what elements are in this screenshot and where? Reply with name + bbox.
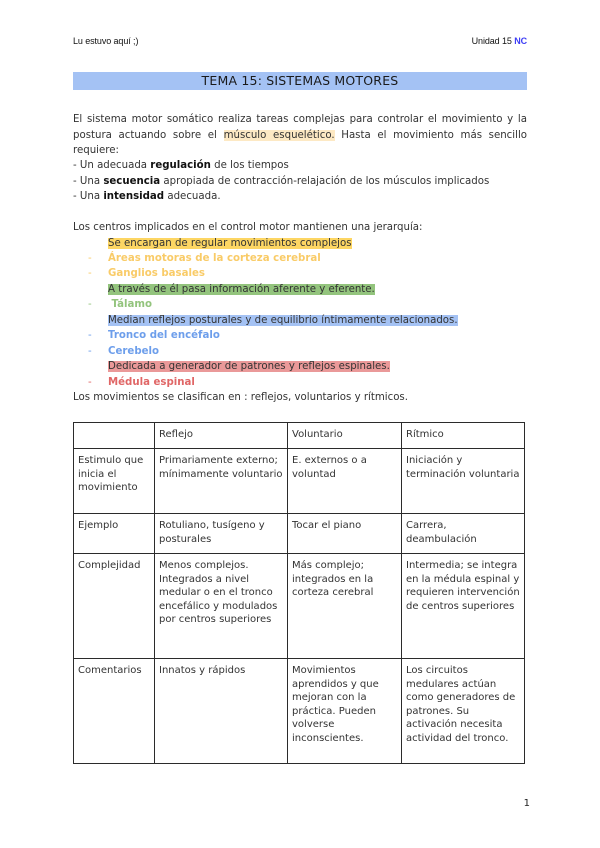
note-spinal (108, 359, 390, 375)
note-brainstem (108, 313, 458, 329)
table-row-label: Estimulo que inicia el movimiento (74, 449, 155, 514)
bullet-dash: - (88, 330, 92, 341)
item-label: Áreas motoras de la corteza cerebral (108, 253, 321, 264)
page-number: 1 (523, 798, 530, 809)
table-cell: Intermedia; se integra en la médula espinal y requieren intervención de centros superiores (402, 554, 525, 659)
table-row (74, 554, 525, 659)
bullet-dash: - (88, 346, 92, 357)
hierarchy-item-cerebellum (88, 344, 159, 360)
table-header-row (74, 423, 525, 449)
table-row (74, 659, 525, 764)
item-label: Ganglios basales (108, 268, 205, 279)
table-cell: Tocar el piano (288, 514, 402, 554)
table-cell: Innatos y rápidos (155, 659, 288, 764)
table-cell: Más complejo; integrados en la corteza cerebral (288, 554, 402, 659)
req-prefix: - Un adecuada (73, 160, 151, 171)
bullet-dash: - (88, 253, 92, 264)
movement-comparison-table (73, 422, 525, 764)
table-header-cell: Voluntario (288, 423, 402, 449)
page-title: TEMA 15: SISTEMAS MOTORES (73, 72, 527, 90)
req-prefix: - Una (73, 191, 104, 202)
item-label: Tronco del encéfalo (108, 330, 220, 341)
item-label: Tálamo (108, 299, 153, 310)
requirement-item (73, 174, 489, 190)
table-cell: Movimientos aprendidos y que mejoran con la práctica. Pueden volverse inconscientes. (288, 659, 402, 764)
item-label: Cerebelo (108, 346, 160, 357)
hierarchy-item-spinal-cord (88, 375, 195, 391)
table-cell: Carrera, deambulación (402, 514, 525, 554)
intro-text-end: Hasta el movimiento más sencillo requiere: (73, 129, 528, 156)
table-header-cell: Reflejo (155, 423, 288, 449)
table-row-label: Complejidad (74, 554, 155, 659)
req-prefix: - Una (73, 176, 104, 187)
table-row-label: Ejemplo (74, 514, 155, 554)
req-bold: intensidad (103, 191, 165, 202)
req-bold: secuencia (103, 176, 161, 187)
table-cell: Menos complejos. Integrados a nivel medular o en el tronco encefálico y modulados por centros superiores (155, 554, 288, 659)
header-left-note: Lu estuvo aquí ;) (73, 36, 139, 46)
intro-text: El sistema motor somático realiza tareas complejas para controlar el movimiento y la postura actuando sobre el (73, 114, 527, 141)
header-unit (472, 36, 527, 46)
note-spinal-text: Dedicada a generador de patrones y reflejos espinales. (108, 361, 390, 372)
table-cell: Primariamente externo; mínimamente voluntario (155, 449, 288, 514)
bullet-dash: - (88, 268, 92, 279)
hierarchy-item-cortex (88, 251, 321, 267)
item-label: Médula espinal (108, 377, 195, 388)
highlight-muscle: músculo esquelético. (223, 129, 335, 141)
table-cell: E. externos o a voluntad (288, 449, 402, 514)
table-header-cell: Rítmico (402, 423, 525, 449)
intro-paragraph (73, 112, 527, 159)
table-cell: Rotuliano, tusígeno y posturales (155, 514, 288, 554)
req-suffix: apropiada de contracción-relajación de los músculos implicados (160, 176, 490, 187)
req-bold: regulación (150, 160, 211, 171)
requirement-item (73, 189, 221, 205)
hierarchy-item-basal-ganglia (88, 266, 205, 282)
table-row (74, 449, 525, 514)
note-cortex (108, 236, 352, 252)
header-unit-label: Unidad 15 (471, 36, 512, 46)
table-header-cell (74, 423, 155, 449)
table-cell: Los circuitos medulares actúan como generadores de patrones. Su activación necesita actividad del tronco. (402, 659, 525, 764)
table-row (74, 514, 525, 554)
hierarchy-item-thalamus (88, 297, 152, 313)
bullet-dash: - (88, 377, 92, 388)
note-brainstem-text: Median reflejos posturales y de equilibrio íntimamente relacionados. (108, 315, 458, 326)
note-thalamus-text: A través de él pasa información aferente y eferente. (108, 284, 375, 295)
note-thalamus (108, 282, 375, 298)
note-cortex-text: Se encargan de regular movimientos complejos (108, 238, 352, 249)
table-cell: Iniciación y terminación voluntaria (402, 449, 525, 514)
classification-text: Los movimientos se clasifican en : reflejos, voluntarios y rítmicos. (73, 392, 408, 403)
hierarchy-intro: Los centros implicados en el control motor mantienen una jerarquía: (73, 222, 423, 233)
bullet-dash: - (88, 299, 92, 310)
table-row-label: Comentarios (74, 659, 155, 764)
hierarchy-item-brainstem (88, 328, 220, 344)
req-suffix: de los tiempos (210, 160, 289, 171)
header-nc-tag: NC (514, 36, 527, 46)
req-suffix: adecuada. (164, 191, 221, 202)
requirement-item (73, 158, 289, 174)
